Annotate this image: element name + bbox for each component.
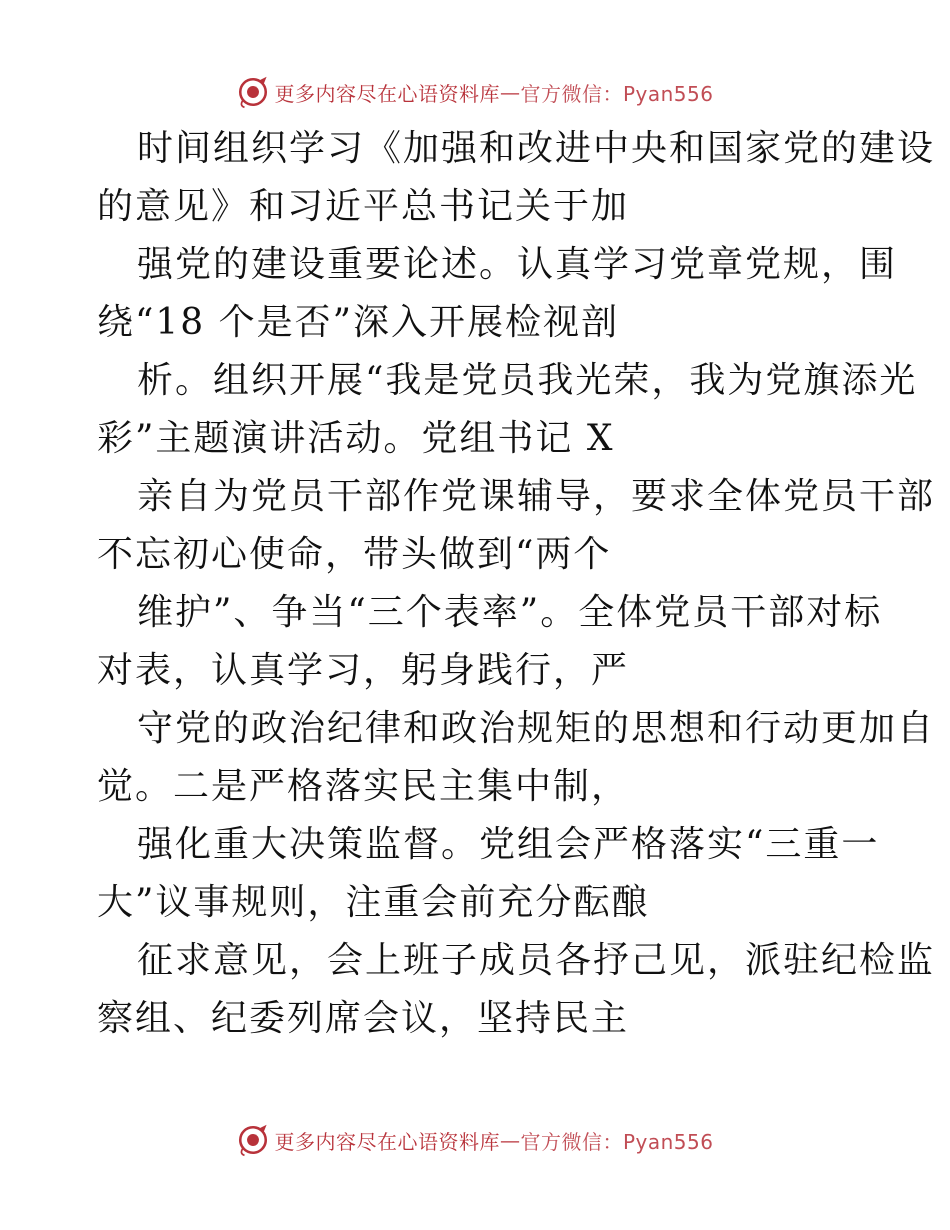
body-line: 强化重大决策监督。党组会严格落实“三重一 [137, 824, 880, 865]
watermark-dash: — [499, 1128, 521, 1152]
watermark-dash: — [499, 80, 521, 104]
body-line: 析。组织开展“我是党员我光荣，我为党旗添光 [137, 360, 918, 401]
body-line: 对表，认真学习，躬身践行，严 [97, 650, 630, 691]
brand-logo-icon [236, 1123, 270, 1157]
body-line: 觉。二是严格落实民主集中制， [97, 766, 630, 807]
body-line: 不忘初心使命，带头做到“两个 [97, 534, 612, 575]
body-line: 察组、纪委列席会议，坚持民主 [97, 998, 630, 1039]
brand-logo-icon [236, 75, 270, 109]
body-line: 征求意见，会上班子成员各抒己见，派驻纪检监 [137, 940, 936, 981]
body-line: 的意见》和习近平总书记关于加 [97, 186, 630, 227]
watermark-lead-text: 更多内容尽在心语资料库 [274, 81, 500, 106]
body-line: 维护”、争当“三个表率”。全体党员干部对标 [137, 592, 883, 633]
body-line: 彩”主题演讲活动。党组书记 X [97, 418, 615, 459]
watermark-lead-text: 更多内容尽在心语资料库 [274, 1129, 500, 1154]
document-body [97, 120, 936, 1048]
header-watermark [0, 70, 950, 114]
watermark-contact-text: 官方微信：Pyan556 [520, 1129, 714, 1154]
body-line: 强党的建设重要论述。认真学习党章党规，围 [137, 244, 898, 285]
body-line: 守党的政治纪律和政治规矩的思想和行动更加自 [137, 708, 936, 749]
body-line: 大”议事规则，注重会前充分酝酿 [97, 882, 650, 923]
body-line: 亲自为党员干部作党课辅导，要求全体党员干部 [137, 476, 936, 517]
watermark-contact-text: 官方微信：Pyan556 [520, 81, 714, 106]
body-line: 时间组织学习《加强和改进中央和国家党的建设 [137, 128, 936, 169]
body-line: 绕“18 个是否”深入开展检视剖 [97, 302, 620, 343]
footer-watermark [0, 1118, 950, 1162]
